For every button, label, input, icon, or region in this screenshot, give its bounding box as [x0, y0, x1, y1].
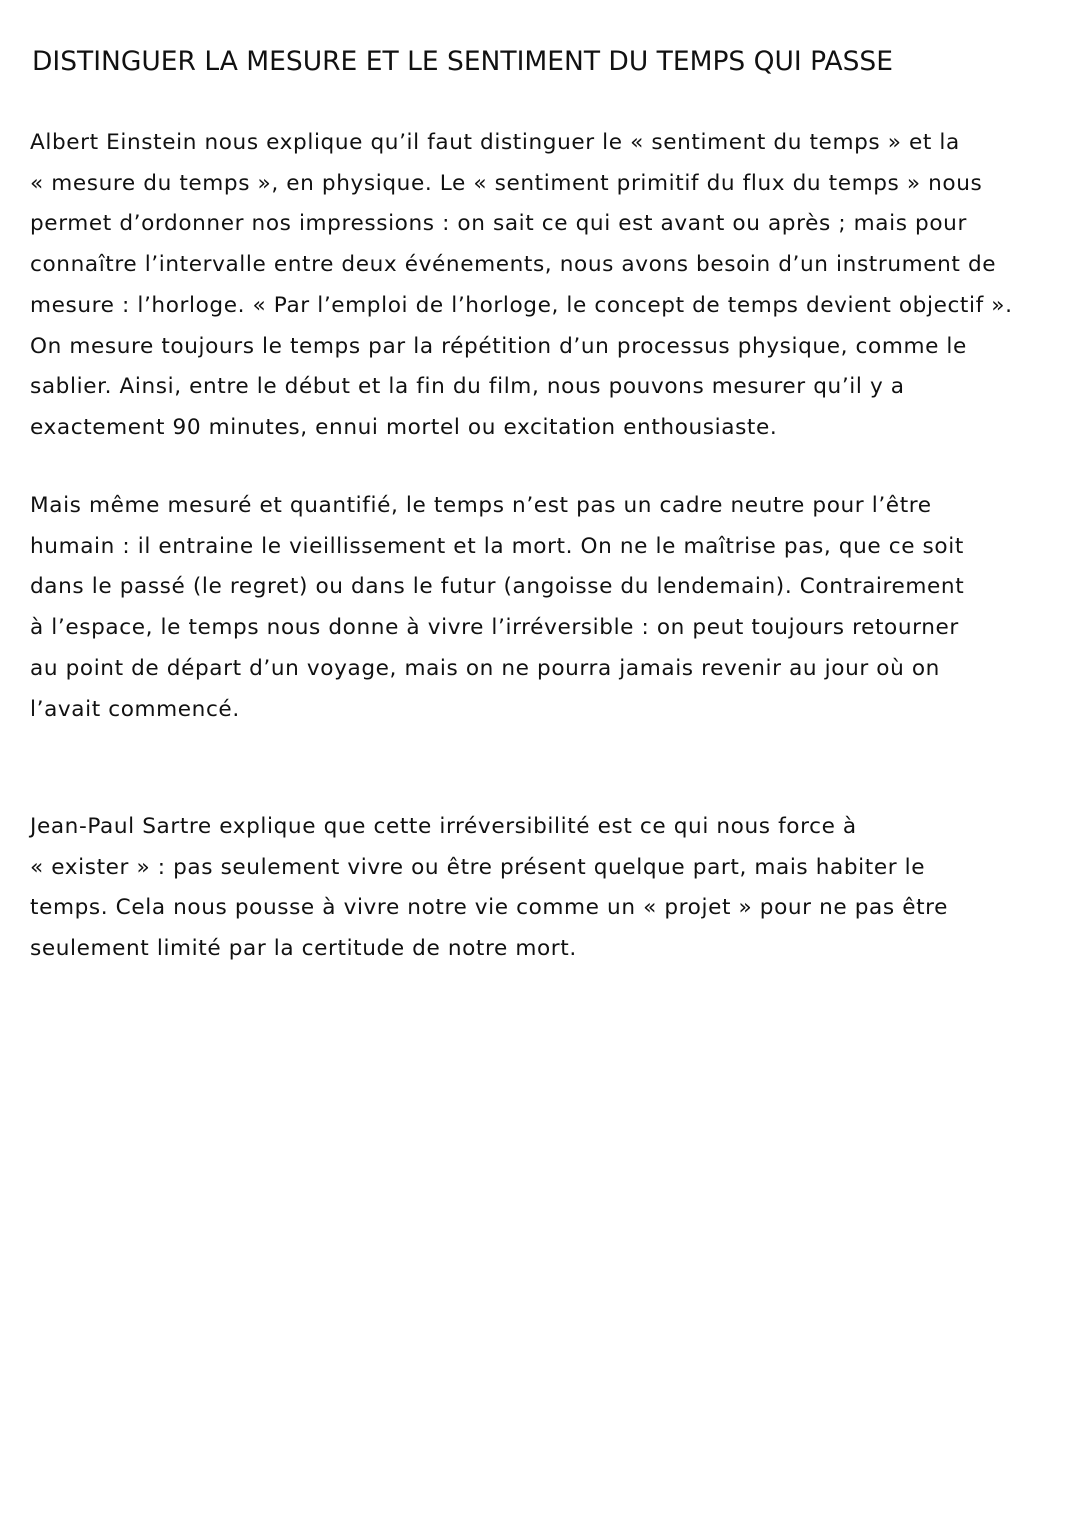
text-line: « mesure du temps », en physique. Le « sentiment primitif du flux du temps » nous	[30, 170, 983, 196]
text-line: On mesure toujours le temps par la répétition d’un processus physique, comme le	[30, 333, 967, 359]
paragraph-irreversible	[30, 486, 1042, 730]
text-line: Mais même mesuré et quantifié, le temps n’est pas un cadre neutre pour l’être	[30, 493, 932, 518]
paragraph-einstein	[30, 123, 1042, 449]
text-line: Albert Einstein nous explique qu’il faut distinguer le « sentiment du temps » et la	[30, 130, 960, 155]
text-line: seulement limité par la certitude de notre mort.	[30, 936, 577, 962]
paragraph-sartre	[30, 807, 1042, 970]
page-title: DISTINGUER LA MESURE ET LE SENTIMENT DU TEMPS QUI PASSE	[32, 46, 893, 77]
text-line: à l’espace, le temps nous donne à vivre l’irréversible : on peut toujours retourner	[30, 615, 959, 641]
text-line: exactement 90 minutes, ennui mortel ou excitation enthousiaste.	[30, 414, 778, 440]
text-line: Jean-Paul Sartre explique que cette irréversibilité est ce qui nous force à	[30, 814, 857, 839]
text-line: au point de départ d’un voyage, mais on ne pourra jamais revenir au jour où on	[30, 655, 940, 681]
text-line: humain : il entraine le vieillissement et la mort. On ne le maîtrise pas, que ce soit	[30, 533, 964, 559]
text-line: permet d’ordonner nos impressions : on sait ce qui est avant ou après ; mais pour	[30, 211, 967, 237]
text-line: l’avait commencé.	[30, 696, 240, 722]
text-line: dans le passé (le regret) ou dans le futur (angoisse du lendemain). Contrairement	[30, 574, 965, 600]
text-line: mesure : l’horloge. « Par l’emploi de l’horloge, le concept de temps devient objectif ».	[30, 292, 1013, 318]
text-line: sablier. Ainsi, entre le début et la fin du film, nous pouvons mesurer qu’il y a	[30, 374, 905, 400]
text-line: connaître l’intervalle entre deux événements, nous avons besoin d’un instrument de	[30, 252, 997, 278]
text-line: temps. Cela nous pousse à vivre notre vie comme un « projet » pour ne pas être	[30, 895, 949, 921]
text-line: « exister » : pas seulement vivre ou être présent quelque part, mais habiter le	[30, 854, 926, 880]
